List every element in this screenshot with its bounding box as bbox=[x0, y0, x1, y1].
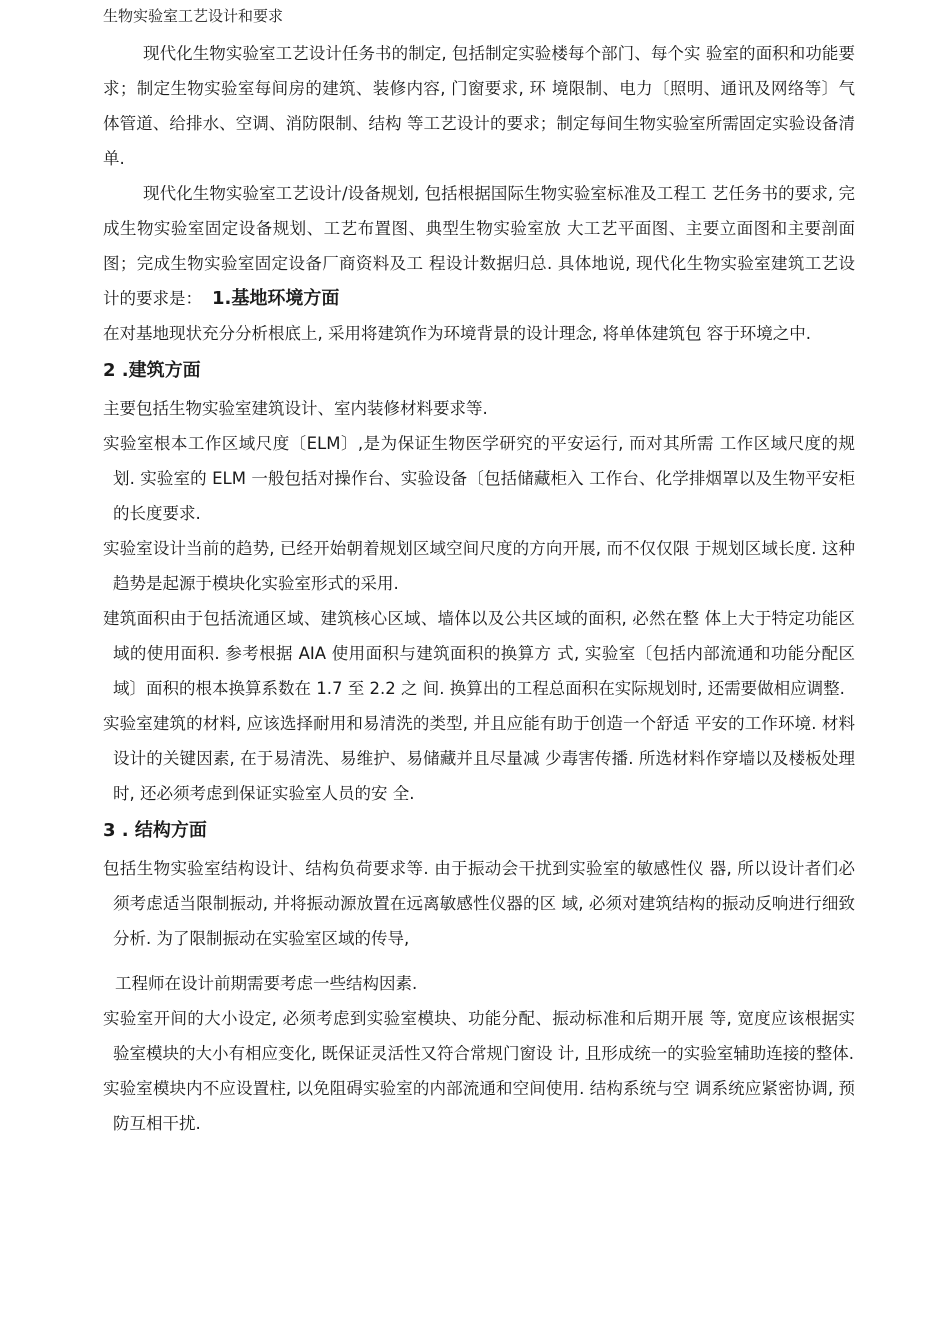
paragraph-gap bbox=[103, 956, 855, 966]
paragraph-text: 现代化生物实验室工艺设计/设备规划, 包括根据国际生物实验室标准及工程工 艺任务书的要求, 完成生物实验室固定设备规划、工艺布置图、典型生物实验室放 大工艺平面图、主要立面图和主要剖面图；完成生物实验室固定设备厂商资料及工 程设计数据归总. 具体地说, 现代化生物实验室建筑工艺设计的要求是： bbox=[103, 184, 855, 308]
paragraph: 在对基地现状充分分析根底上, 采用将建筑作为环境背景的设计理念, 将单体建筑包 容于环境之中. bbox=[103, 324, 811, 343]
section-heading: 2 .建筑方面 bbox=[103, 360, 201, 381]
paragraph: 实验室模块内不应设置柱, 以免阻碍实验室的内部流通和空间使用. 结构系统与空 调系统应紧密协调, 预防互相干扰. bbox=[103, 1079, 855, 1133]
paragraph: 实验室根本工作区域尺度〔ELM〕,是为保证生物医学研究的平安运行, 而对其所需 工作区域尺度的规划. 实验室的 ELM 一般包括对操作台、实验设备〔包括储藏柜入 工作台、化学排烟罩以及生物平安柜的长度要求. bbox=[103, 434, 855, 523]
page-header: 生物实验室工艺设计和要求 bbox=[103, 7, 284, 25]
paragraph: 主要包括生物实验室建筑设计、室内装修材料要求等. bbox=[103, 399, 488, 418]
paragraph: 工程师在设计前期需要考虑一些结构因素. bbox=[115, 974, 418, 993]
section-heading: 3 . 结构方面 bbox=[103, 820, 207, 841]
paragraph: 现代化生物实验室工艺设计任务书的制定, 包括制定实验楼每个部门、每个实 验室的面积和功能要求；制定生物实验室每间房的建筑、装修内容, 门窗要求, 环 境限制、电力〔照明、通讯及网络等〕气体管道、给排水、空调、消防限制、结构 等工艺设计的要求；制定每间生物实验室所需固定实验设备清单. bbox=[103, 44, 855, 168]
paragraph bbox=[103, 176, 855, 316]
paragraph: 建筑面积由于包括流通区域、建筑核心区域、墙体以及公共区域的面积, 必然在整 体上大于特定功能区域的使用面积. 参考根据 AIA 使用面积与建筑面积的换算方 式, 实验室〔包括内部流通和功能分配区域〕面积的根本换算系数在 1.7 至 2.2 之 间. 换算出的工程总面积在实际规划时, 还需要做相应调整. bbox=[103, 609, 855, 698]
paragraph: 实验室开间的大小设定, 必须考虑到实验室模块、功能分配、振动标准和后期开展 等, 宽度应该根据实验室模块的大小有相应变化, 既保证灵活性又符合常规门窗设 计, 且形成统一的实验室辅助连接的整体. bbox=[103, 1009, 855, 1063]
paragraph: 实验室设计当前的趋势, 已经开始朝着规划区域空间尺度的方向开展, 而不仅仅限 于规划区域长度. 这种趋势是起源于模块化实验室形式的采用. bbox=[103, 539, 855, 593]
paragraph: 实验室建筑的材料, 应该选择耐用和易清洗的类型, 并且应能有助于创造一个舒适 平安的工作环境. 材料设计的关键因素, 在于易清洗、易维护、易储藏并且尽量减 少毒害传播. 所选材料作穿墙以及楼板处理时, 还必须考虑到保证实验室人员的安 全. bbox=[103, 714, 855, 803]
document-body bbox=[103, 36, 855, 1141]
paragraph: 包括生物实验室结构设计、结构负荷要求等. 由于振动会干扰到实验室的敏感性仪 器, 所以设计者们必须考虑适当限制振动, 并将振动源放置在远离敏感性仪器的区 域, 必须对建筑结构的振动反响进行细致分析. 为了限制振动在实验室区域的传导, bbox=[103, 859, 855, 948]
section-heading: 1.基地环境方面 bbox=[212, 288, 340, 309]
